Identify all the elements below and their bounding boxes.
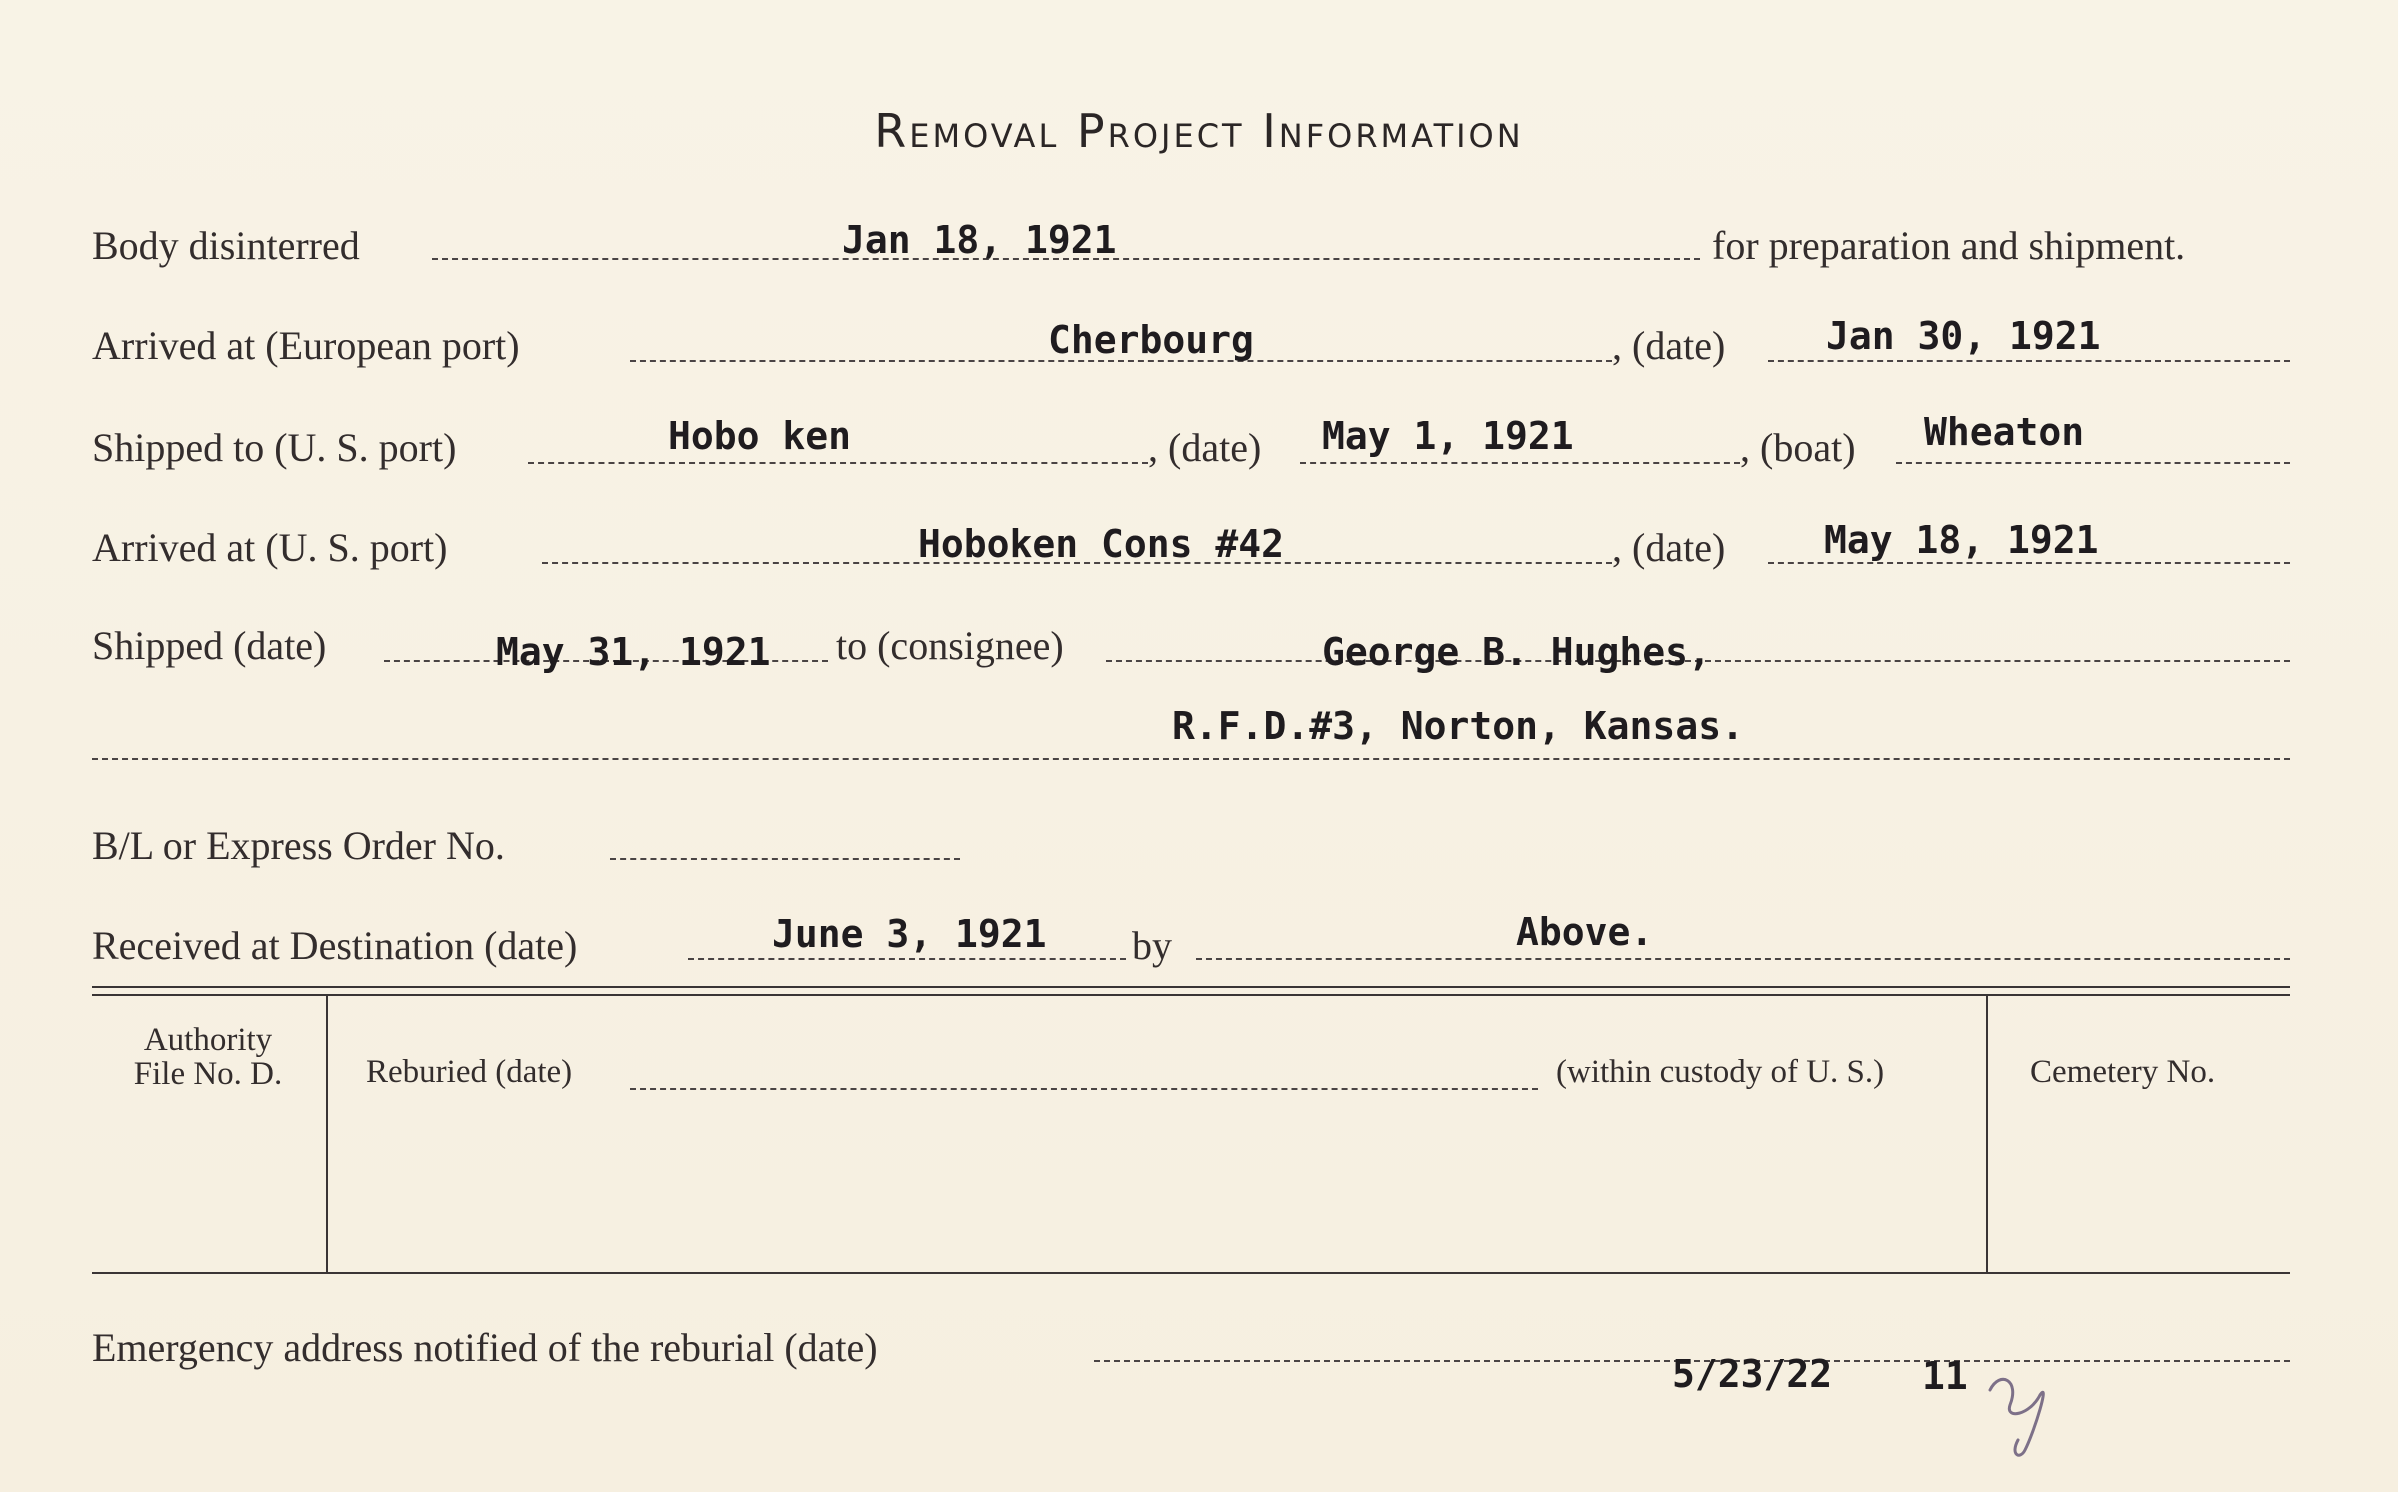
received-date-line	[688, 958, 1126, 960]
shipped-us-label: Shipped to (U. S. port)	[92, 425, 457, 470]
consignee-name: George B. Hughes,	[1322, 630, 1711, 674]
received-date: June 3, 1921	[772, 912, 1047, 956]
received-by-line	[1196, 958, 2290, 960]
bl-label: B/L or Express Order No.	[92, 823, 505, 868]
shipped-us-date-label: , (date)	[1148, 425, 1262, 470]
disinterred-suffix: for preparation and shipment.	[1712, 223, 2186, 268]
card-title: Removal Project Information	[874, 104, 1524, 158]
arrived-europe-label: Arrived at (European port)	[92, 323, 520, 368]
table-divider-right	[1986, 996, 1988, 1272]
reburied-line	[630, 1088, 1538, 1090]
consignee-label: to (consignee)	[836, 623, 1064, 668]
arrived-europe-date-line	[1768, 360, 2290, 362]
handwritten-mark-icon	[1980, 1360, 2070, 1470]
shipped-us-date-line	[1300, 462, 1740, 464]
consignee-address: R.F.D.#3, Norton, Kansas.	[1172, 704, 1744, 748]
arrived-us-date-line	[1768, 562, 2290, 564]
shipped-us-boat-line	[1896, 462, 2290, 464]
address-line	[92, 758, 2290, 760]
table-top-rule	[92, 986, 2290, 988]
shipped-us-boat-label: , (boat)	[1740, 425, 1856, 470]
authority-label-line2: File No. D.	[133, 1056, 283, 1092]
disinterred-date: Jan 18, 1921	[842, 218, 1117, 262]
disinterred-label: Body disinterred	[92, 223, 360, 268]
arrived-europe-date: Jan 30, 1921	[1826, 314, 2101, 358]
emergency-label: Emergency address notified of the reburial (date)	[92, 1325, 878, 1370]
arrived-europe-date-label: , (date)	[1612, 323, 1726, 368]
received-label: Received at Destination (date)	[92, 923, 578, 968]
shipped-date-label: Shipped (date)	[92, 623, 327, 668]
received-by-label: by	[1132, 923, 1172, 968]
custody-label: (within custody of U. S.)	[1556, 1054, 1885, 1090]
shipped-us-date: May 1, 1921	[1322, 414, 1574, 458]
authority-label-line1: Authority	[143, 1022, 273, 1058]
bl-line	[610, 858, 960, 860]
table-top-rule-double	[92, 994, 2290, 996]
arrived-us-date-label: , (date)	[1612, 525, 1726, 570]
arrived-us-date: May 18, 1921	[1824, 518, 2099, 562]
arrived-us-label: Arrived at (U. S. port)	[92, 525, 448, 570]
shipped-date: May 31, 1921	[496, 630, 771, 674]
arrived-europe-port: Cherbourg	[1048, 318, 1254, 362]
emergency-date: 5/23/22	[1672, 1352, 1833, 1396]
reburied-label: Reburied (date)	[366, 1054, 573, 1090]
shipped-us-port-line	[528, 462, 1148, 464]
received-by: Above.	[1516, 910, 1654, 954]
table-bottom-rule	[92, 1272, 2290, 1274]
table-divider-left	[326, 996, 328, 1272]
shipped-us-port: Hobo ken	[668, 414, 852, 458]
shipped-us-boat: Wheaton	[1924, 410, 2085, 454]
emergency-code: 11	[1922, 1354, 1968, 1398]
cemetery-label: Cemetery No.	[2030, 1054, 2216, 1090]
arrived-us-port: Hoboken Cons #42	[918, 522, 1285, 566]
